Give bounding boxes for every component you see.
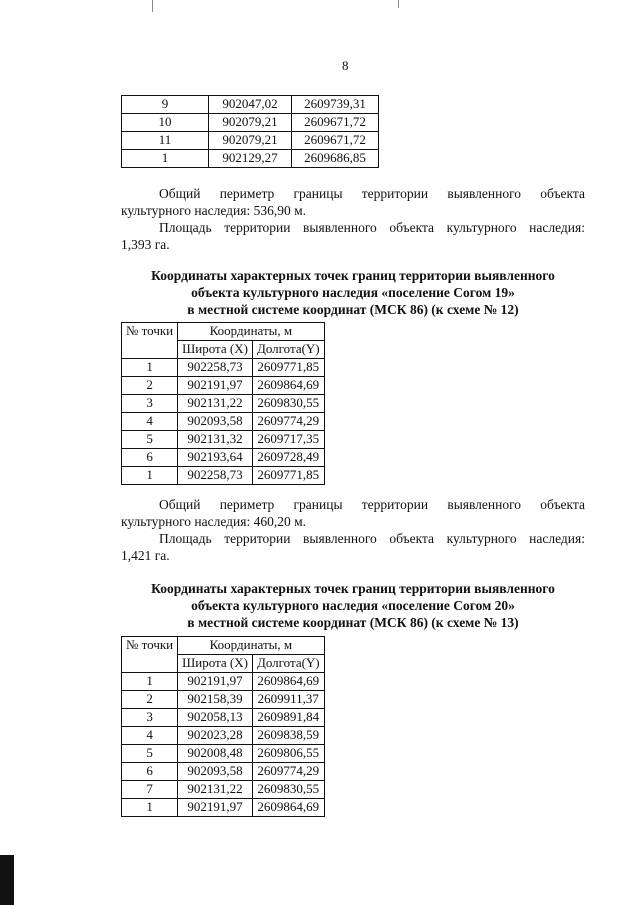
area-value-line: 1,421 га. xyxy=(121,548,170,563)
table-row xyxy=(122,727,325,745)
table-row xyxy=(122,691,325,709)
table-row xyxy=(122,359,325,377)
scan-mark-top-left xyxy=(152,0,153,12)
latitude-cell: 902093,58 xyxy=(178,763,253,781)
heading-line: объекта культурного наследия «поселение Согом 20» xyxy=(191,598,515,613)
point-number-cell: 1 xyxy=(122,467,178,485)
heading-line: Координаты характерных точек границ территории выявленного xyxy=(151,581,555,596)
latitude-cell: 902131,32 xyxy=(178,431,253,449)
area-line: Площадь территории выявленного объекта культурного наследия: xyxy=(159,220,585,235)
header-point-number: № точки xyxy=(122,637,178,673)
point-number-cell: 6 xyxy=(122,449,178,467)
header-point-number: № точки xyxy=(122,323,178,359)
coordinates-table-sogom-20 xyxy=(121,636,325,817)
latitude-cell: 902191,97 xyxy=(178,799,253,817)
area-value-line: 1,393 га. xyxy=(121,237,170,252)
header-coordinates: Координаты, м xyxy=(178,637,325,655)
table-row xyxy=(122,673,325,691)
page-number: 8 xyxy=(342,58,349,73)
latitude-cell: 902258,73 xyxy=(178,359,253,377)
latitude-cell: 902131,22 xyxy=(178,781,253,799)
section-heading-sogom-19 xyxy=(121,267,585,318)
table-row xyxy=(122,449,325,467)
longitude-cell: 2609671,72 xyxy=(292,132,379,150)
latitude-cell: 902008,48 xyxy=(178,745,253,763)
header-latitude: Широта (X) xyxy=(178,655,253,673)
heading-line: в местной системе координат (МСК 86) (к схеме № 12) xyxy=(187,302,519,317)
heading-line: в местной системе координат (МСК 86) (к схеме № 13) xyxy=(187,615,519,630)
longitude-cell: 2609830,55 xyxy=(252,781,324,799)
point-number-cell: 3 xyxy=(122,395,178,413)
latitude-cell: 902258,73 xyxy=(178,467,253,485)
longitude-cell: 2609806,55 xyxy=(252,745,324,763)
point-number-cell: 9 xyxy=(122,96,209,114)
longitude-cell: 2609671,72 xyxy=(292,114,379,132)
header-longitude: Долгота(Y) xyxy=(252,341,324,359)
table-row xyxy=(122,781,325,799)
longitude-cell: 2609774,29 xyxy=(252,413,324,431)
coordinates-table-sogom-19 xyxy=(121,322,325,485)
point-number-cell: 11 xyxy=(122,132,209,150)
coordinates-table-continued xyxy=(121,95,379,168)
table-row xyxy=(122,114,379,132)
longitude-cell: 2609717,35 xyxy=(252,431,324,449)
point-number-cell: 7 xyxy=(122,781,178,799)
longitude-cell: 2609830,55 xyxy=(252,395,324,413)
latitude-cell: 902129,27 xyxy=(209,150,292,168)
latitude-cell: 902023,28 xyxy=(178,727,253,745)
heading-line: объекта культурного наследия «поселение Согом 19» xyxy=(191,285,515,300)
perimeter-area-paragraph-2 xyxy=(121,496,585,564)
perimeter-area-paragraph-1 xyxy=(121,185,585,253)
longitude-cell: 2609864,69 xyxy=(252,673,324,691)
table-row xyxy=(122,132,379,150)
header-longitude: Долгота(Y) xyxy=(252,655,324,673)
longitude-cell: 2609864,69 xyxy=(252,377,324,395)
table-row xyxy=(122,395,325,413)
point-number-cell: 5 xyxy=(122,431,178,449)
longitude-cell: 2609838,59 xyxy=(252,727,324,745)
table-row xyxy=(122,467,325,485)
longitude-cell: 2609774,29 xyxy=(252,763,324,781)
longitude-cell: 2609911,37 xyxy=(252,691,324,709)
scan-corner-bar xyxy=(0,855,14,905)
scan-mark-top-right xyxy=(398,0,399,8)
area-line: Площадь территории выявленного объекта культурного наследия: xyxy=(159,531,585,546)
latitude-cell: 902058,13 xyxy=(178,709,253,727)
table-row xyxy=(122,745,325,763)
point-number-cell: 2 xyxy=(122,377,178,395)
latitude-cell: 902191,97 xyxy=(178,377,253,395)
table-row xyxy=(122,377,325,395)
table-row xyxy=(122,431,325,449)
latitude-cell: 902131,22 xyxy=(178,395,253,413)
heading-line: Координаты характерных точек границ территории выявленного xyxy=(151,268,555,283)
point-number-cell: 1 xyxy=(122,359,178,377)
latitude-cell: 902079,21 xyxy=(209,132,292,150)
point-number-cell: 6 xyxy=(122,763,178,781)
perimeter-value-line: культурного наследия: 536,90 м. xyxy=(121,203,307,218)
longitude-cell: 2609864,69 xyxy=(252,799,324,817)
longitude-cell: 2609686,85 xyxy=(292,150,379,168)
longitude-cell: 2609728,49 xyxy=(252,449,324,467)
longitude-cell: 2609739,31 xyxy=(292,96,379,114)
longitude-cell: 2609771,85 xyxy=(252,467,324,485)
table-row xyxy=(122,799,325,817)
header-latitude: Широта (X) xyxy=(178,341,253,359)
longitude-cell: 2609771,85 xyxy=(252,359,324,377)
header-coordinates: Координаты, м xyxy=(178,323,325,341)
table-row xyxy=(122,150,379,168)
perimeter-line: Общий периметр границы территории выявленного объекта xyxy=(159,497,585,512)
point-number-cell: 4 xyxy=(122,727,178,745)
point-number-cell: 1 xyxy=(122,799,178,817)
point-number-cell: 5 xyxy=(122,745,178,763)
latitude-cell: 902191,97 xyxy=(178,673,253,691)
perimeter-value-line: культурного наследия: 460,20 м. xyxy=(121,514,307,529)
point-number-cell: 1 xyxy=(122,673,178,691)
point-number-cell: 3 xyxy=(122,709,178,727)
point-number-cell: 1 xyxy=(122,150,209,168)
latitude-cell: 902193,64 xyxy=(178,449,253,467)
point-number-cell: 10 xyxy=(122,114,209,132)
point-number-cell: 4 xyxy=(122,413,178,431)
longitude-cell: 2609891,84 xyxy=(252,709,324,727)
table-row xyxy=(122,763,325,781)
table-row xyxy=(122,413,325,431)
table-row xyxy=(122,709,325,727)
perimeter-line: Общий периметр границы территории выявленного объекта xyxy=(159,186,585,201)
section-heading-sogom-20 xyxy=(121,580,585,631)
table-row xyxy=(122,96,379,114)
latitude-cell: 902047,02 xyxy=(209,96,292,114)
latitude-cell: 902158,39 xyxy=(178,691,253,709)
latitude-cell: 902079,21 xyxy=(209,114,292,132)
point-number-cell: 2 xyxy=(122,691,178,709)
latitude-cell: 902093,58 xyxy=(178,413,253,431)
